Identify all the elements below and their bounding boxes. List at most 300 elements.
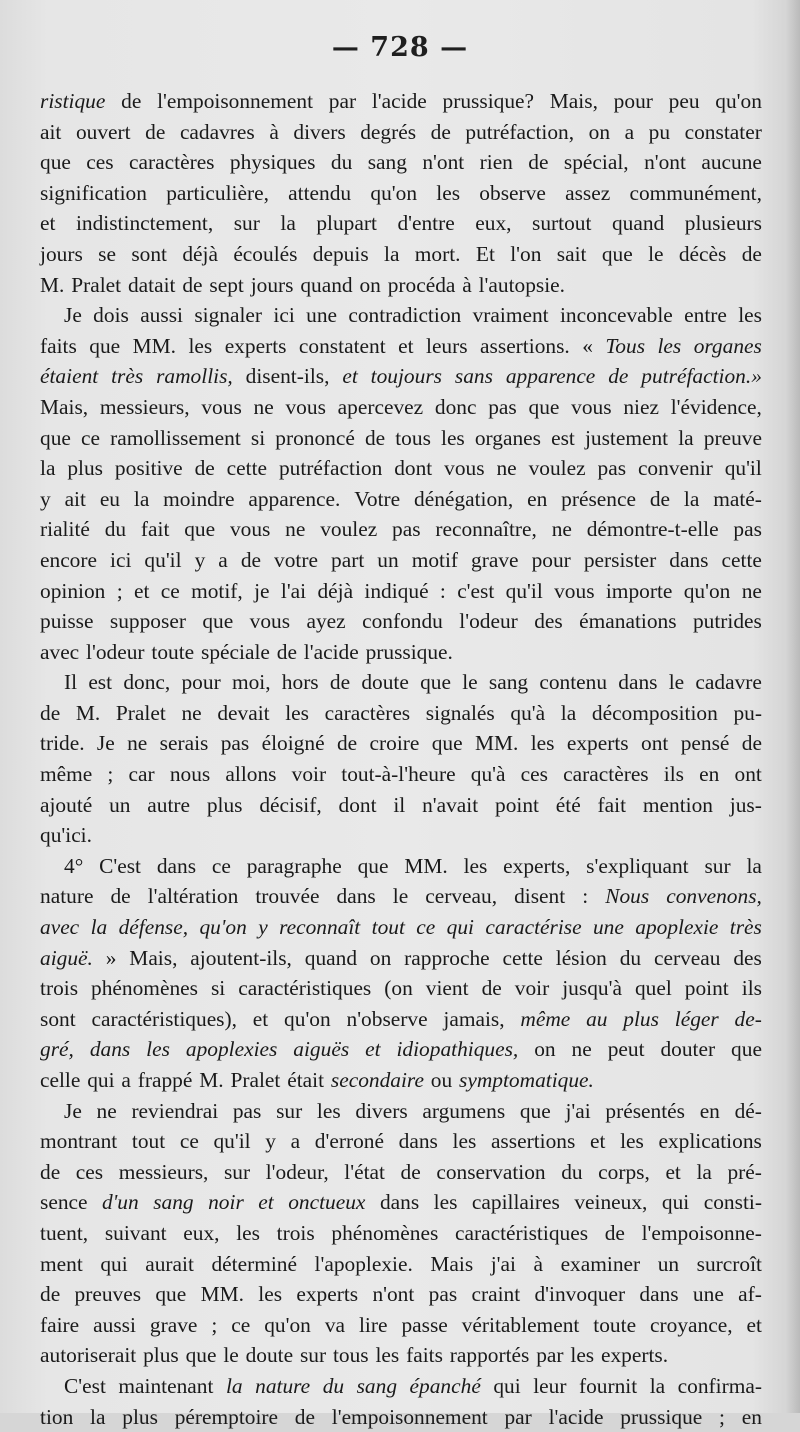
word: sept (209, 272, 244, 297)
word: (on (384, 976, 413, 1001)
text-line (40, 1310, 762, 1341)
word: passe (401, 1312, 448, 1337)
word: ne (496, 456, 517, 481)
text-line (40, 790, 762, 821)
word: Votre (354, 486, 401, 511)
word: des (733, 945, 762, 970)
word: aiguë. (40, 945, 93, 970)
word: la (90, 1404, 106, 1429)
word: d'erroné (314, 1129, 384, 1154)
word: Et (475, 241, 495, 266)
word: péremptoire (174, 1404, 279, 1429)
word: nature (255, 1373, 311, 1398)
word: corps, (598, 1159, 650, 1184)
word: procéda (387, 272, 456, 297)
word: qu'on (683, 578, 731, 603)
word: peut (607, 1037, 645, 1062)
word: on (369, 945, 392, 970)
word: surcroît (696, 1251, 762, 1276)
word: et (342, 364, 358, 389)
word: vous (201, 394, 242, 419)
word: pour (181, 670, 221, 695)
word: ce (231, 1312, 251, 1337)
word: de (400, 1159, 421, 1184)
word: est (551, 425, 575, 450)
word: eux, (183, 1220, 220, 1245)
word: confondu (362, 609, 443, 634)
word: sur (276, 1098, 303, 1123)
word: l'acide (303, 639, 359, 664)
word: que (519, 1098, 551, 1123)
word: dé- (734, 1098, 762, 1123)
word: putréfaction.» (641, 364, 762, 389)
word: suivant (104, 1220, 167, 1245)
word: la (280, 211, 296, 236)
word: plus (122, 1404, 158, 1429)
word: de (336, 731, 358, 756)
word: le (392, 884, 409, 909)
word: dans (89, 1037, 131, 1062)
word: d'un (102, 1190, 139, 1215)
word: et (40, 211, 56, 236)
word: en (527, 486, 548, 511)
word: plus (623, 1006, 659, 1031)
text-line (40, 912, 762, 943)
word: voir (291, 762, 327, 787)
word: paragraphe (246, 853, 342, 878)
word: rapportés (449, 1343, 530, 1368)
word: reconnaît (279, 915, 361, 940)
word: pas (597, 456, 627, 481)
word: en (699, 762, 720, 787)
word: sont (131, 241, 167, 266)
word: avec (40, 915, 80, 940)
word: les (657, 333, 682, 358)
word: ; (107, 762, 114, 787)
word: avec (40, 639, 80, 664)
word: positive (114, 456, 183, 481)
word: consti- (703, 1190, 762, 1215)
word: une (306, 303, 338, 328)
word: eu (99, 486, 121, 511)
text-line (40, 86, 762, 117)
word: cette (502, 945, 543, 970)
word: la (90, 915, 108, 940)
text-line (40, 881, 762, 912)
word: fournit (578, 1373, 638, 1398)
word: de (40, 1159, 61, 1184)
word: vient (425, 976, 469, 1001)
word: de (294, 1404, 315, 1429)
word: ils (663, 762, 685, 787)
word: ne (253, 394, 274, 419)
word: experts (566, 731, 629, 756)
word: trois (40, 976, 79, 1001)
word: quel (634, 976, 672, 1001)
word: dénégation, (414, 486, 514, 511)
word: était (287, 1068, 325, 1092)
word: toute (593, 1312, 637, 1337)
word: a (624, 119, 635, 144)
text-line (40, 270, 762, 301)
word: un (377, 547, 399, 572)
word: ramollis, (156, 364, 233, 389)
word: y (265, 1129, 276, 1154)
word: surtout (532, 211, 592, 236)
word: que (357, 853, 389, 878)
word: caractérise (485, 915, 582, 940)
text-line (40, 1096, 762, 1127)
text-line (40, 484, 762, 515)
word: ; (211, 1312, 218, 1337)
word: indistinctement, (75, 211, 214, 236)
word: autoriserait (40, 1343, 137, 1368)
text-line (40, 1249, 762, 1280)
word: caractéristiques (238, 976, 372, 1001)
word: une (592, 915, 624, 940)
text-line (40, 1340, 762, 1371)
word: pour (613, 89, 653, 113)
word: M. (75, 700, 101, 725)
word: de- (734, 1006, 762, 1031)
word: l'apoplexie. (314, 1251, 413, 1276)
word: de (608, 364, 629, 389)
word: d'invoquer (534, 1282, 626, 1307)
word: sont (40, 1006, 76, 1031)
word: sur (223, 1159, 251, 1184)
word: ici (273, 303, 295, 328)
word: moindre (163, 486, 235, 511)
word: faits (406, 1343, 443, 1368)
word: rapproche (404, 945, 490, 970)
text-line (40, 606, 762, 637)
word: pu- (733, 700, 762, 725)
word: organes (693, 333, 762, 358)
word: Je (96, 731, 115, 756)
text-line (40, 361, 762, 392)
word: sang (356, 1373, 398, 1398)
word: putréfaction, (465, 119, 575, 144)
word: n'ont (422, 150, 465, 175)
word: que (528, 394, 560, 419)
word: prononcé (275, 425, 355, 450)
word: défense, (118, 915, 189, 940)
word: jours (250, 272, 294, 297)
word: les (570, 1343, 595, 1368)
word: vous (229, 517, 271, 542)
word: MM. (474, 731, 519, 756)
word: part (331, 547, 365, 572)
word: apercevez (337, 394, 424, 419)
text-line (40, 667, 762, 698)
word: disent-ils, (245, 364, 330, 389)
word: constatent (298, 333, 386, 358)
word: apoplexies (185, 1037, 278, 1062)
word: et (589, 1129, 606, 1154)
word: nature (40, 884, 94, 909)
word: voulez (528, 456, 586, 481)
word: physiques (229, 150, 316, 175)
word: secondaire (330, 1068, 424, 1092)
word: experts. (600, 1343, 669, 1368)
body-text (40, 86, 762, 1432)
word: Mais (430, 1251, 474, 1276)
word: étaient (40, 364, 99, 389)
word: pas (733, 517, 762, 542)
word: la (696, 1159, 712, 1184)
word: même (520, 1006, 571, 1031)
word: en (699, 1098, 720, 1123)
word: communément, (629, 180, 762, 205)
word: déterminé (211, 1251, 297, 1276)
word: veineux, (574, 1190, 648, 1215)
word: le (223, 1343, 239, 1368)
word: moi, (231, 670, 271, 695)
word: dans (336, 884, 376, 909)
word: décès (678, 241, 727, 266)
word: que (731, 1037, 762, 1062)
word: divers (355, 1098, 408, 1123)
word: qu'on (264, 1312, 311, 1337)
word: les (316, 1098, 341, 1123)
word: vous (571, 394, 612, 419)
word: cette (226, 456, 268, 481)
word: » (105, 945, 117, 970)
word: constater (684, 119, 762, 144)
word: divers (293, 119, 346, 144)
word: idiopathiques, (396, 1037, 519, 1062)
word: af- (738, 1282, 762, 1307)
word: ne (571, 1037, 592, 1062)
word: preuves (74, 1282, 142, 1307)
text-line (40, 1218, 762, 1249)
text-line (40, 545, 762, 576)
word: craint (471, 1282, 521, 1307)
word: du (330, 150, 353, 175)
word: du (619, 945, 642, 970)
word: la (683, 486, 700, 511)
text-line (40, 239, 762, 270)
word: pré- (727, 1159, 762, 1184)
word: tous (395, 425, 431, 450)
word: maintenant (118, 1373, 214, 1398)
text-line (40, 1157, 762, 1188)
word: je (254, 578, 270, 603)
word: plupart (316, 211, 377, 236)
word: l'état (344, 1159, 385, 1184)
word: tout-à-l'heure (341, 762, 456, 787)
word: qu'à (510, 700, 546, 725)
word: examiner (560, 1251, 641, 1276)
word: qu'on (715, 89, 762, 113)
word: qu'à (470, 762, 506, 787)
word: convenons, (666, 884, 762, 909)
word: de (240, 547, 262, 572)
word: assertions (490, 1129, 576, 1154)
word: que (420, 670, 451, 695)
word: ce (211, 853, 231, 878)
word: ce (179, 1129, 199, 1154)
word: : (439, 578, 446, 603)
word: rialité (40, 517, 90, 542)
word: tion (40, 1404, 74, 1429)
word: dans (156, 853, 197, 878)
word: niez (623, 394, 659, 419)
word: les (433, 1190, 458, 1215)
word: Pralet (71, 272, 122, 297)
text-line (40, 1371, 762, 1402)
word: sur (233, 211, 260, 236)
word: de (528, 150, 549, 175)
word: grave (471, 547, 519, 572)
word: de (182, 272, 203, 297)
word: observe (479, 180, 546, 205)
word: sur (704, 853, 731, 878)
word: sang (367, 150, 407, 175)
word: qui (100, 1251, 128, 1276)
word: donc (434, 394, 477, 419)
word: aussi (140, 303, 183, 328)
word: ont (734, 762, 762, 787)
word: va (324, 1312, 346, 1337)
word: les (463, 853, 488, 878)
word: l'empoisonnement (331, 1404, 488, 1429)
word: de (40, 700, 61, 725)
word: que (601, 241, 633, 266)
word: ajouté (40, 792, 93, 817)
word: les (285, 700, 309, 725)
word: a (218, 547, 228, 572)
word: pas (488, 394, 517, 419)
word: ce (80, 425, 100, 450)
word: prussique (620, 1404, 703, 1429)
word: est (88, 670, 113, 695)
word: signalés (425, 700, 495, 725)
word: de (276, 639, 297, 664)
word: datait (127, 272, 176, 297)
word: tous (332, 1343, 369, 1368)
text-line (40, 1126, 762, 1157)
text-line (40, 698, 762, 729)
word: opinion (40, 578, 106, 603)
word: Pralet (230, 1068, 281, 1092)
word: qu'il (505, 578, 543, 603)
word: et (365, 1037, 381, 1062)
word: un (657, 1251, 680, 1276)
word: : (582, 884, 589, 909)
word: très (729, 915, 762, 940)
word: M. (199, 1068, 224, 1092)
word: ajoutent-ils, (190, 945, 292, 970)
word: persister (583, 547, 657, 572)
word: le (462, 670, 478, 695)
word: 4° (64, 853, 84, 878)
word: qu'il (724, 456, 762, 481)
word: depuis (312, 241, 369, 266)
word: le (648, 241, 664, 266)
word: de (741, 241, 762, 266)
word: j'ai (490, 1251, 516, 1276)
word: que (185, 1343, 217, 1368)
word: jus- (729, 792, 762, 817)
word: que (40, 425, 71, 450)
word: C'est (99, 853, 141, 878)
word: cadavres (179, 119, 255, 144)
text-line (40, 576, 762, 607)
word: assez (565, 180, 611, 205)
word: que (184, 517, 216, 542)
text-line (40, 759, 762, 790)
word: ayez (306, 609, 346, 634)
word: la (746, 853, 762, 878)
word: de (649, 486, 671, 511)
word: conservation (436, 1159, 546, 1184)
word: de (40, 1282, 61, 1307)
word: cadavre (695, 670, 762, 695)
word: eux, (475, 211, 512, 236)
word: ne (741, 578, 762, 603)
word: par (536, 1343, 564, 1368)
word: que (40, 150, 71, 175)
word: décisif, (259, 792, 322, 817)
word: apparence. (248, 486, 341, 511)
word: que (431, 731, 463, 756)
word: MM. (404, 853, 448, 878)
word: importe (605, 578, 673, 603)
word: aucune (701, 150, 762, 175)
word: l'odeur, (265, 1159, 329, 1184)
word: si (210, 976, 226, 1001)
word: pas (232, 1098, 262, 1123)
word: caractéristiques (455, 1220, 589, 1245)
word: du (561, 1159, 583, 1184)
word: ici (110, 547, 132, 572)
text-line (40, 943, 762, 974)
text-line (40, 392, 762, 423)
word: hors (281, 670, 319, 695)
word: l'altération (147, 884, 239, 909)
word: inconcevable (559, 303, 673, 328)
word: l'on (510, 241, 542, 266)
word: car (128, 762, 155, 787)
word: putrides (692, 609, 762, 634)
word: signification (40, 180, 147, 205)
word: symptomatique. (459, 1068, 594, 1092)
word: qu'il (144, 547, 182, 572)
word: apparence (505, 364, 596, 389)
word: on (359, 272, 381, 297)
word: croyance, (650, 1312, 733, 1337)
word: noir (208, 1190, 244, 1215)
text-line (40, 1065, 762, 1096)
word: peu (668, 89, 700, 113)
word: reviendrai (131, 1098, 219, 1123)
word: spécial, (563, 150, 629, 175)
word: la (225, 1373, 243, 1398)
word: qu'on (284, 1006, 331, 1031)
word: et (665, 1159, 681, 1184)
word: assertions. (480, 333, 570, 358)
text-line (40, 973, 762, 1004)
word: trouvée (255, 884, 320, 909)
word: MM. (200, 1282, 244, 1307)
word: ristique (40, 89, 106, 113)
word: Je (64, 1098, 82, 1123)
word: dans (669, 547, 709, 572)
word: la (560, 700, 577, 725)
word: l'empoisonne- (641, 1220, 762, 1245)
text-line (40, 300, 762, 331)
